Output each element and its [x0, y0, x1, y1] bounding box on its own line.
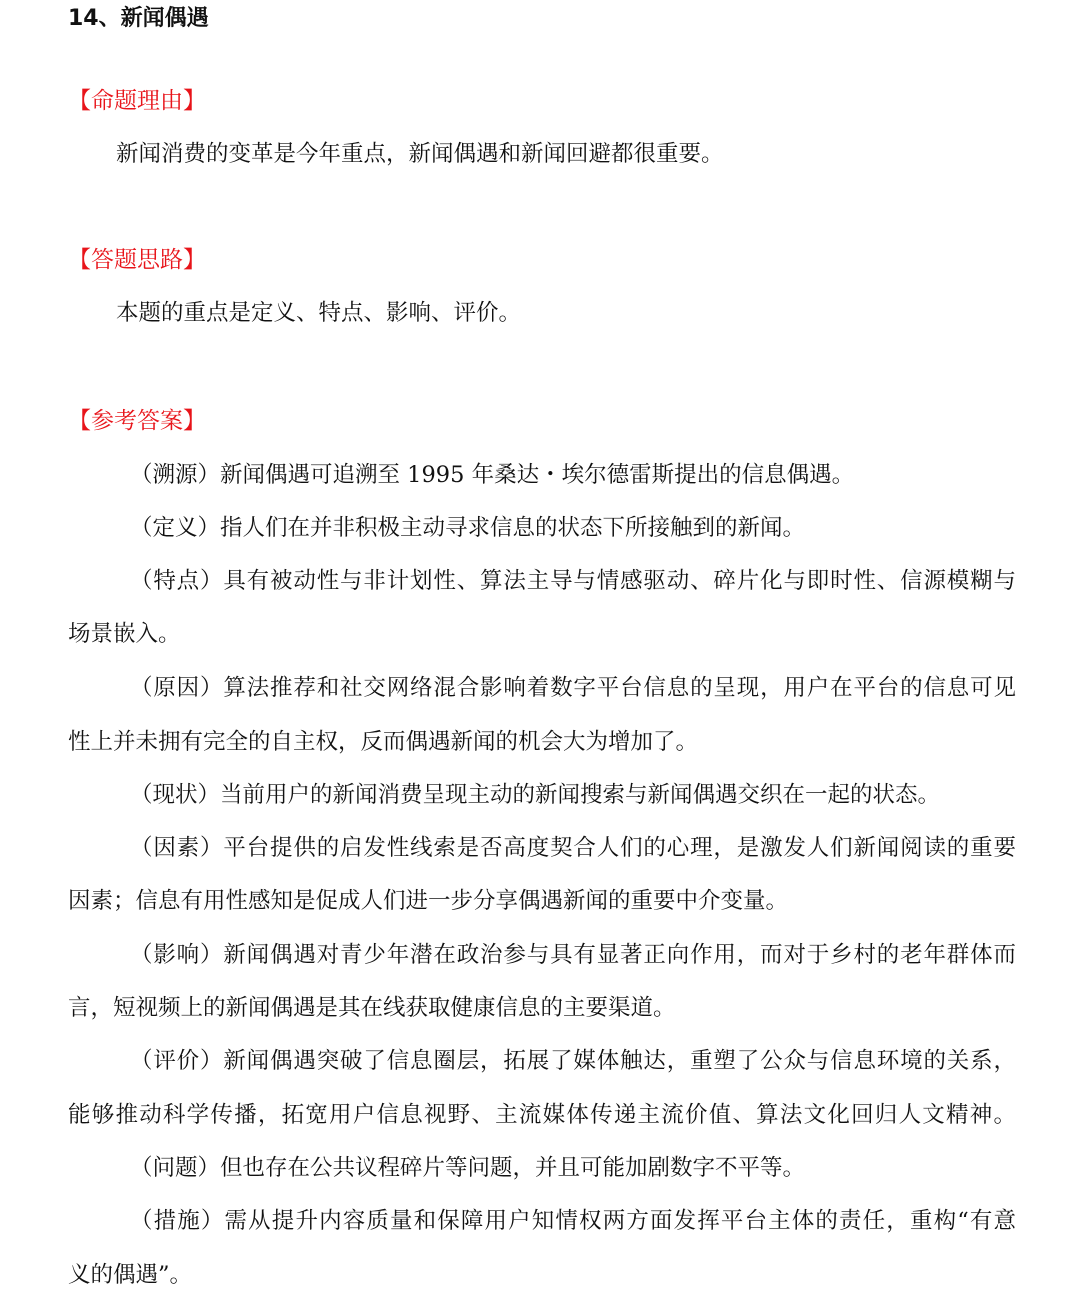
- answer-line: （因素）平台提供的启发性线索是否高度契合人们的心理，是激发人们新闻阅读的重要: [130, 835, 1016, 861]
- answer-line: （现状）当前用户的新闻消费呈现主动的新闻搜索与新闻偶遇交织在一起的状态。: [130, 782, 941, 808]
- answer-line: 性上并未拥有完全的自主权，反而偶遇新闻的机会大为增加了。: [68, 729, 699, 755]
- reason-text: 新闻消费的变革是今年重点，新闻偶遇和新闻回避都很重要。: [116, 141, 724, 167]
- answer-line: 言，短视频上的新闻偶遇是其在线获取健康信息的主要渠道。: [68, 995, 676, 1021]
- answer-line: （定义）指人们在并非积极主动寻求信息的状态下所接触到的新闻。: [130, 515, 806, 541]
- section-heading-approach: 【答题思路】: [68, 247, 206, 273]
- page-title: 14、新闻偶遇: [68, 6, 209, 31]
- answer-line: 能够推动科学传播，拓宽用户信息视野、主流媒体传递主流价值、算法文化回归人文精神。: [68, 1102, 1016, 1128]
- section-heading-reason: 【命题理由】: [68, 88, 206, 114]
- answer-line: （措施）需从提升内容质量和保障用户知情权两方面发挥平台主体的责任，重构“有意: [130, 1208, 1016, 1234]
- answer-line: （影响）新闻偶遇对青少年潜在政治参与具有显著正向作用，而对于乡村的老年群体而: [130, 942, 1016, 968]
- section-heading-answer: 【参考答案】: [68, 408, 206, 434]
- approach-text: 本题的重点是定义、特点、影响、评价。: [116, 300, 522, 326]
- answer-line: 场景嵌入。: [68, 621, 181, 647]
- answer-line: （问题）但也存在公共议程碎片等问题，并且可能加剧数字不平等。: [130, 1155, 806, 1181]
- answer-line: （溯源）新闻偶遇可追溯至 1995 年桑达・埃尔德雷斯提出的信息偶遇。: [130, 462, 855, 488]
- answer-line: （评价）新闻偶遇突破了信息圈层，拓展了媒体触达，重塑了公众与信息环境的关系，: [130, 1048, 1016, 1074]
- answer-line: （原因）算法推荐和社交网络混合影响着数字平台信息的呈现，用户在平台的信息可见: [130, 675, 1016, 701]
- answer-line: 因素；信息有用性感知是促成人们进一步分享偶遇新闻的重要中介变量。: [68, 888, 789, 914]
- answer-line: 义的偶遇”。: [68, 1262, 193, 1288]
- answer-line: （特点）具有被动性与非计划性、算法主导与情感驱动、碎片化与即时性、信源模糊与: [130, 568, 1016, 594]
